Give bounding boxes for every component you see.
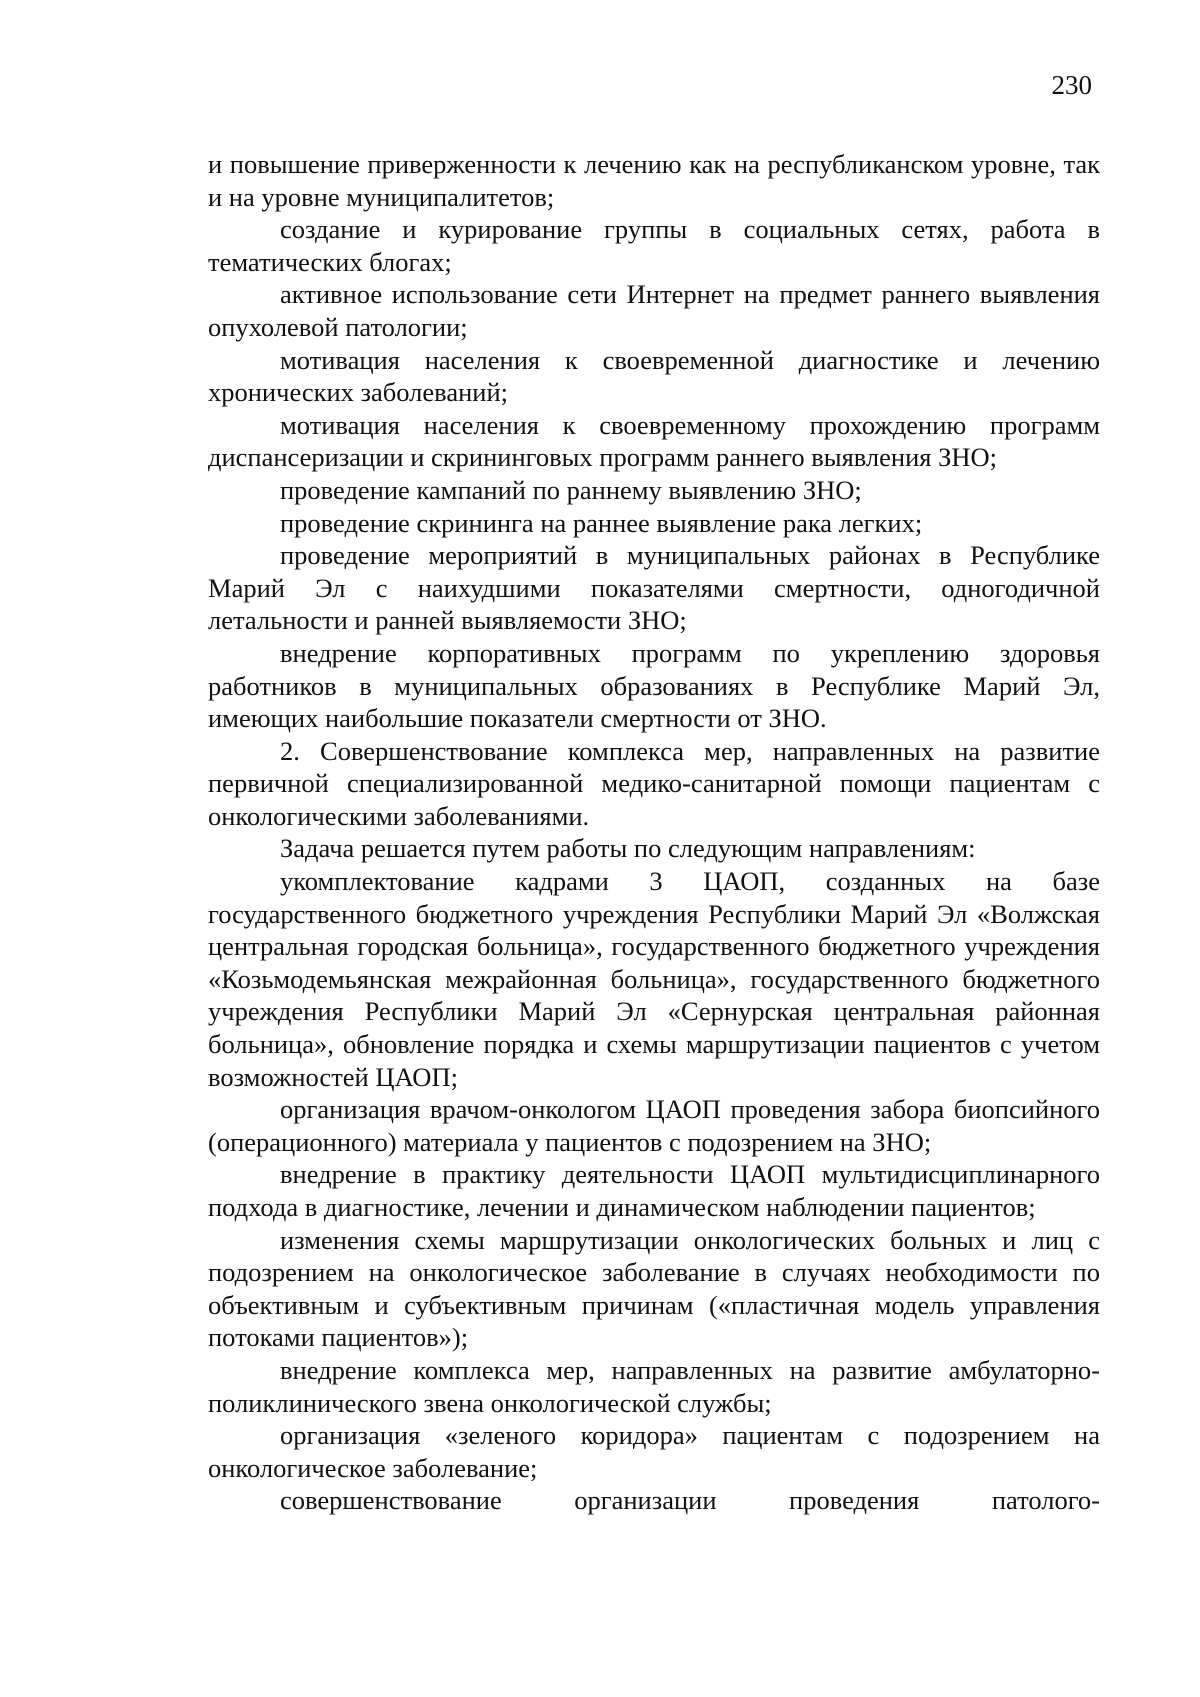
paragraph: Задача решается путем работы по следующим направлениям: (280, 833, 976, 864)
paragraph: активное использование сети Интернет на предмет раннего выявления опухолевой патологии; (208, 279, 1100, 342)
paragraph: создание и курирование группы в социальных сетях, работа в тематических блогах; (208, 214, 1100, 277)
paragraph: совершенствование организации проведения патолого- (280, 1485, 1100, 1516)
paragraph: организация врачом-онкологом ЦАОП проведения забора биопсийного (операционного) материала у пациентов с подозрением на ЗНО; (208, 1094, 1100, 1157)
paragraph: мотивация населения к своевременной диагностике и лечению хронических заболеваний; (208, 344, 1100, 408)
paragraph: организация «зеленого коридора» пациентам с подозрением на онкологическое заболевание; (208, 1420, 1100, 1483)
document-text-body (208, 148, 1100, 1517)
paragraph: внедрение в практику деятельности ЦАОП мультидисциплинарного подхода в диагностике, лечении и динамическом наблюдении пациентов; (208, 1159, 1100, 1222)
paragraph: и повышение приверженности к лечению как на республиканском уровне, так и на уровне муниципалитетов; (208, 149, 1100, 212)
paragraph: 2. Совершенствование комплекса мер, направленных на развитие первичной специализированной медико-санитарной помощи пациентам с онкологическими заболеваниями. (208, 735, 1100, 831)
paragraph: проведение скрининга на раннее выявление рака легких; (280, 507, 923, 538)
paragraph: проведение кампаний по раннему выявлению ЗНО; (280, 474, 862, 505)
paragraph: проведение мероприятий в муниципальных районах в Республике Марий Эл с наихудшими показателями смертности, одногодичной летальности и ранней выявляемости ЗНО; (208, 540, 1100, 636)
paragraph: укомплектование кадрами 3 ЦАОП, созданных на базе государственного бюджетного учреждения Республики Марий Эл «Волжская центральная городская больница», государственного бюджетного учреждения «Козьмодемьянская межрайонная больница», государственного бюджетного учреждения Республики Марий Эл «Сернурская центральная районная больница», обновление порядка и схемы маршрутизации пациентов с учетом возможностей ЦАОП; (208, 866, 1100, 1092)
page-number: 230 (1051, 70, 1092, 100)
paragraph: изменения схемы маршрутизации онкологических больных и лиц с подозрением на онкологическое заболевание в случаях необходимости по объективным и субъективным причинам («пластичная модель управления потоками пациентов»); (208, 1224, 1100, 1353)
paragraph: внедрение корпоративных программ по укреплению здоровья работников в муниципальных образованиях в Республике Марий Эл, имеющих наибольшие показатели смертности от ЗНО. (208, 637, 1100, 734)
paragraph: внедрение комплекса мер, направленных на развитие амбулаторно-поликлинического звена онкологической службы; (208, 1354, 1100, 1418)
paragraph: мотивация населения к своевременному прохождению программ диспансеризации и скрининговых программ раннего выявления ЗНО; (208, 409, 1100, 473)
